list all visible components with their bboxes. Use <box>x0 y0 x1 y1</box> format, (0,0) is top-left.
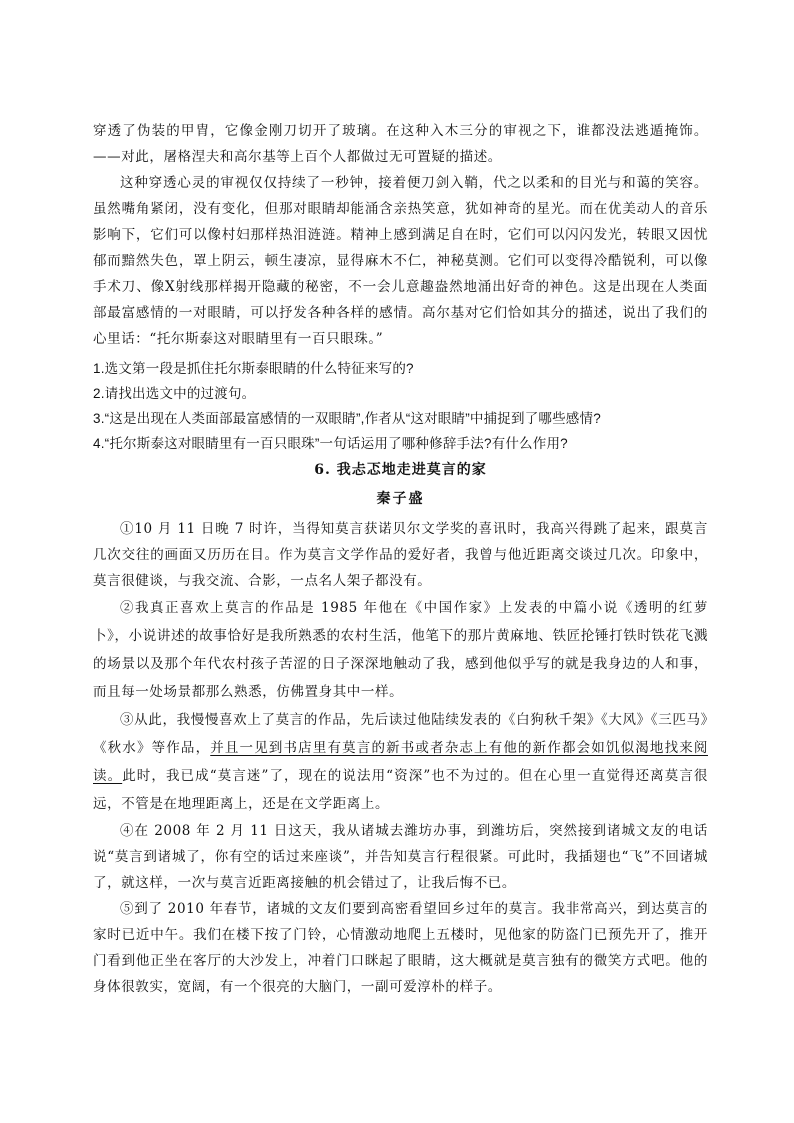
question-list <box>93 356 708 456</box>
article-paragraph-2: ②我真正喜欢上莫言的作品是 1985 年他在《中国作家》上发表的中篇小说《透明的红萝卜》，小说讲述的故事恰好是我所熟悉的农村生活，他笔下的那片黄麻地、铁匠抡锤打铁时铁花飞溅的场景以及那个年代农村孩子苦涩的日子深深地触动了我，感到他似乎写的就是我身边的人和事，而且每一处场景都那么熟悉，仿佛置身其中一样。 <box>93 600 708 700</box>
article-author: 秦子盛 <box>376 491 425 507</box>
article-paragraph-3-text-b: 此时，我已成“莫言迷”了，现在的说法用“资深”也不为过的。但在心里一直觉得还离莫言很远，不管是在地理距离上，还是在文学距离上。 <box>93 768 709 812</box>
article-paragraph-3 <box>93 706 708 818</box>
underlined-sentence: 并且一见到书店里有莫言的新书或者杂志上有他的新作都会如饥似渴地找来阅读。 <box>93 740 708 784</box>
article-paragraph-4: ④在 2008 年 2 月 11 日这天，我从诸城去潍坊办事，到潍坊后，突然接到诸城文友的电话说“莫言到诸城了，你有空的话过来座谈”，并告知莫言行程很紧。可此时，我插翅也“飞”不回诸城了，就这样，一次与莫言近距离接触的机会错过了，让我后悔不已。 <box>93 823 708 891</box>
question-4: 4.“托尔斯泰这对眼睛里有一百只眼珠”一句话运用了哪种修辞手法?有什么作用? <box>93 436 568 451</box>
article-paragraph-3-text-a: ③从此，我慢慢喜欢上了莫言的作品，先后读过他陆续发表的《白狗秋千架》《大风》《三匹马》《秋水》等作品， <box>93 712 708 756</box>
passage-paragraph-1: 穿透了伪装的甲胄，它像金刚刀切开了玻璃。在这种入木三分的审视之下，谁都没法逃遁掩饰。——对此，屠格涅夫和高尔基等上百个人都做过无可置疑的描述。 <box>93 123 708 165</box>
question-3: 3.“这是出现在人类面部最富感情的一双眼睛”,作者从“这对眼睛”中捕捉到了哪些感情? <box>93 411 601 426</box>
passage-paragraph-2: 这种穿透心灵的审视仅仅持续了一秒钟，接着便刀剑入鞘，代之以柔和的目光与和蔼的笑容。虽然嘴角紧闭，没有变化，但那对眼睛却能涌含亲热笑意，犹如神奇的星光。而在优美动人的音乐影响下，它们可以像村妇那样热泪涟涟。精神上感到满足自在时，它们可以闪闪发光，转眼又因忧郁而黯然失色，罩上阴云，顿生凄凉，显得麻木不仁，神秘莫测。它们可以变得冷酷锐利，可以像手术刀、像X射线那样揭开隐藏的秘密，不一会儿意趣盎然地涌出好奇的神色。这是出现在人类面部最富感情的一对眼睛，可以抒发各种各样的感情。高尔基对它们恰如其分的描述，说出了我们的心里话：“托尔斯泰这对眼睛里有一百只眼珠。” <box>93 175 708 347</box>
question-1: 1.选文第一段是抓住托尔斯泰眼睛的什么特征来写的? <box>93 361 414 376</box>
question-2: 2.请找出选文中的过渡句。 <box>93 386 256 401</box>
article-paragraph-5: ⑤到了 2010 年春节，诸城的文友们要到高密看望回乡过年的莫言。我非常高兴，到达莫言的家时已近中午。我们在楼下按了门铃，心情激动地爬上五楼时，见他家的防盗门已预先开了，推开门看到他正坐在客厅的大沙发上，冲着门口眯起了眼睛，这大概就是莫言独有的微笑方式吧。他的身体很敦实，宽阔，有一个很亮的大脑门，一副可爱淳朴的样子。 <box>93 901 708 995</box>
article-paragraph-1: ①10 月 11 日晚 7 时许，当得知莫言获诺贝尔文学奖的喜讯时，我高兴得跳了起来，跟莫言几次交往的画面又历历在目。作为莫言文学作品的爱好者，我曾与他近距离交谈过几次。印象中，莫言很健谈，与我交流、合影，一点名人架子都没有。 <box>93 521 708 589</box>
article-title: 6. 我忐忑地走进莫言的家 <box>314 462 487 478</box>
